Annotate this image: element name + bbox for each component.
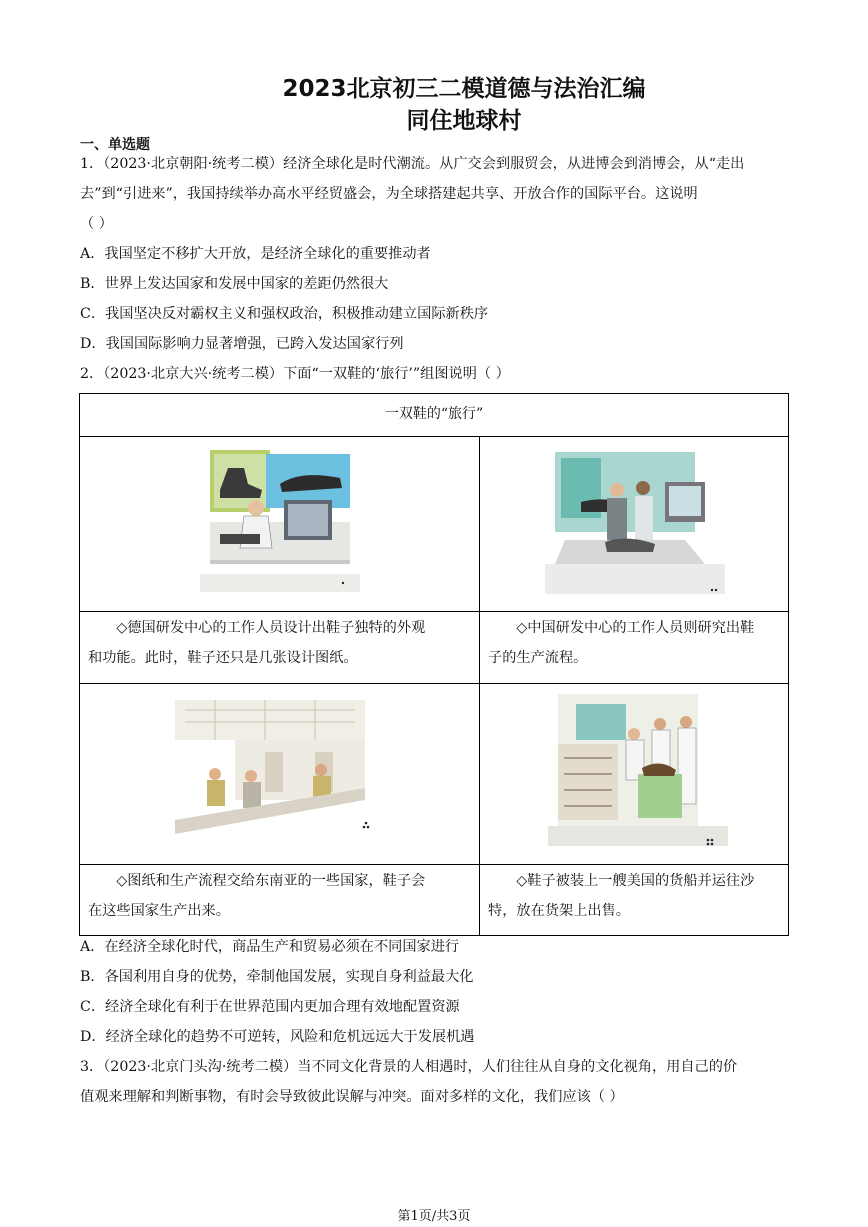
document-title: 2023北京初三二模道德与法治汇编 [282,76,646,102]
caption-line: 和功能。此时，鞋子还只是几张设计图纸。 [88,650,358,666]
column-divider [479,436,480,936]
row-divider [80,611,788,612]
caption-line: ◇鞋子被装上一艘美国的货船并运往沙 [516,873,755,889]
q2-option-c: C．经济全球化有利于在世界范围内更加合理有效地配置资源 [80,999,460,1015]
caption-china [488,613,784,673]
q1-option-d: D．我国国际影响力显著增强，已跨入发达国家行列 [80,336,404,352]
q1-option-a: A．我国坚定不移扩大开放，是经济全球化的重要推动者 [80,246,431,262]
caption-line: 特，放在货架上出售。 [488,903,630,919]
q2-option-d: D．经济全球化的趋势不可逆转，风险和危机远远大于发展机遇 [80,1029,475,1045]
caption-line: ◇德国研发中心的工作人员设计出鞋子独特的外观 [116,620,426,636]
caption-line: 子的生产流程。 [488,650,588,666]
document-subtitle: 同住地球村 [406,108,522,134]
section-heading: 一、单选题 [80,137,150,153]
page-number: 第1页/共3页 [397,1209,471,1224]
q1-option-c: C．我国坚决反对霸权主义和强权政治，积极推动建立国际新秩序 [80,306,489,322]
q1-option-b: B．世界上发达国家和发展中国家的差距仍然很大 [80,276,389,292]
q2-stem: 2．（2023·北京大兴·统考二模）下面“一双鞋的‘旅行’”组图说明（ ） [80,366,510,382]
caption-southeast-asia [88,866,476,926]
illustration-design-office [200,450,360,600]
q2-option-b: B．各国利用自身的优势，牵制他国发展，实现自身利益最大化 [80,969,474,985]
q1-stem-line1: 1．（2023·北京朝阳·统考二模）经济全球化是时代潮流。从广交会到服贸会，从进博会到消博会，从“走出 [80,156,745,172]
shoe-journey-table [79,393,789,936]
table-title: 一双鞋的“旅行” [80,394,788,437]
illustration-rd-center [545,452,725,600]
illustration-shoe-store [548,694,728,854]
q1-stem-line3: （ ） [80,216,113,232]
caption-saudi [488,866,784,926]
caption-line: ◇中国研发中心的工作人员则研究出鞋 [516,620,755,636]
caption-line: ◇图纸和生产流程交给东南亚的一些国家，鞋子会 [116,873,426,889]
q3-stem-line2: 值观来理解和判断事物，有时会导致彼此误解与冲突。面对多样的文化，我们应该（ ） [80,1089,624,1105]
row-divider [80,683,788,684]
q2-option-a: A．在经济全球化时代，商品生产和贸易必须在不同国家进行 [80,939,460,955]
caption-line: 在这些国家生产出来。 [88,903,230,919]
q3-stem-line1: 3．（2023·北京门头沟·统考二模）当不同文化背景的人相遇时，人们往往从自身的文化视角，用自己的价 [80,1059,738,1075]
illustration-shoe-factory [175,700,375,850]
q1-stem-line2: 去”到“引进来”，我国持续举办高水平经贸盛会，为全球搭建起共享、开放合作的国际平台。这说明 [80,186,698,202]
row-divider [80,864,788,865]
caption-germany [88,613,476,673]
